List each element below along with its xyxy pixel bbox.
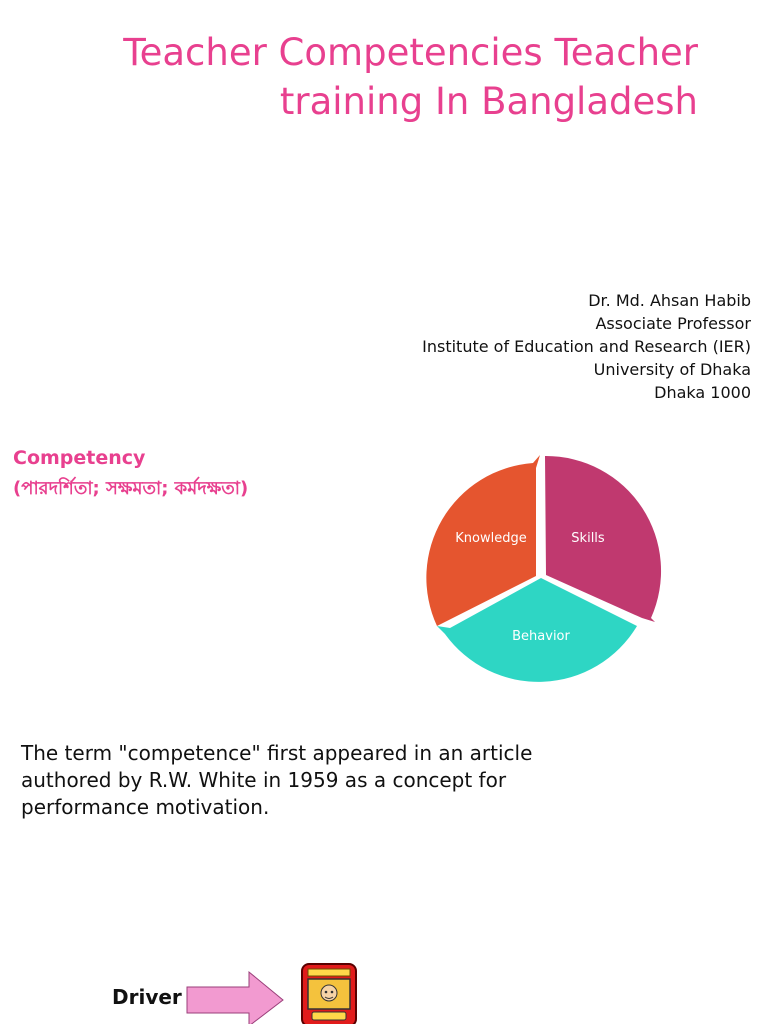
- right-arrow-icon: [185, 970, 285, 1024]
- author-city: Dhaka 1000: [654, 383, 751, 402]
- competency-bangla-terms: (পারদর্শিতা; সক্ষমতা; কর্মদক্ষতা): [13, 478, 249, 499]
- driver-phone-icon: [298, 960, 360, 1024]
- competence-history-paragraph: The term "competence" first appeared in an article authored by R.W. White in 1959 as a concept for performance motivation.: [21, 741, 533, 819]
- author-name: Dr. Md. Ahsan Habib: [588, 291, 751, 310]
- skills-label: Skills: [571, 531, 605, 546]
- title-line-1: Teacher Competencies Teacher: [123, 31, 698, 74]
- author-institute: Institute of Education and Research (IER): [422, 337, 751, 356]
- competency-cycle-diagram: [415, 448, 665, 698]
- slide-title: [18, 28, 698, 126]
- knowledge-label: Knowledge: [455, 531, 527, 546]
- behavior-label: Behavior: [512, 629, 570, 644]
- author-position: Associate Professor: [595, 314, 751, 333]
- title-line-2: training In Bangladesh: [279, 80, 698, 123]
- author-block: [331, 289, 751, 404]
- author-university: University of Dhaka: [593, 360, 751, 379]
- competency-heading: Competency: [13, 447, 146, 469]
- driver-label: Driver: [112, 985, 182, 1009]
